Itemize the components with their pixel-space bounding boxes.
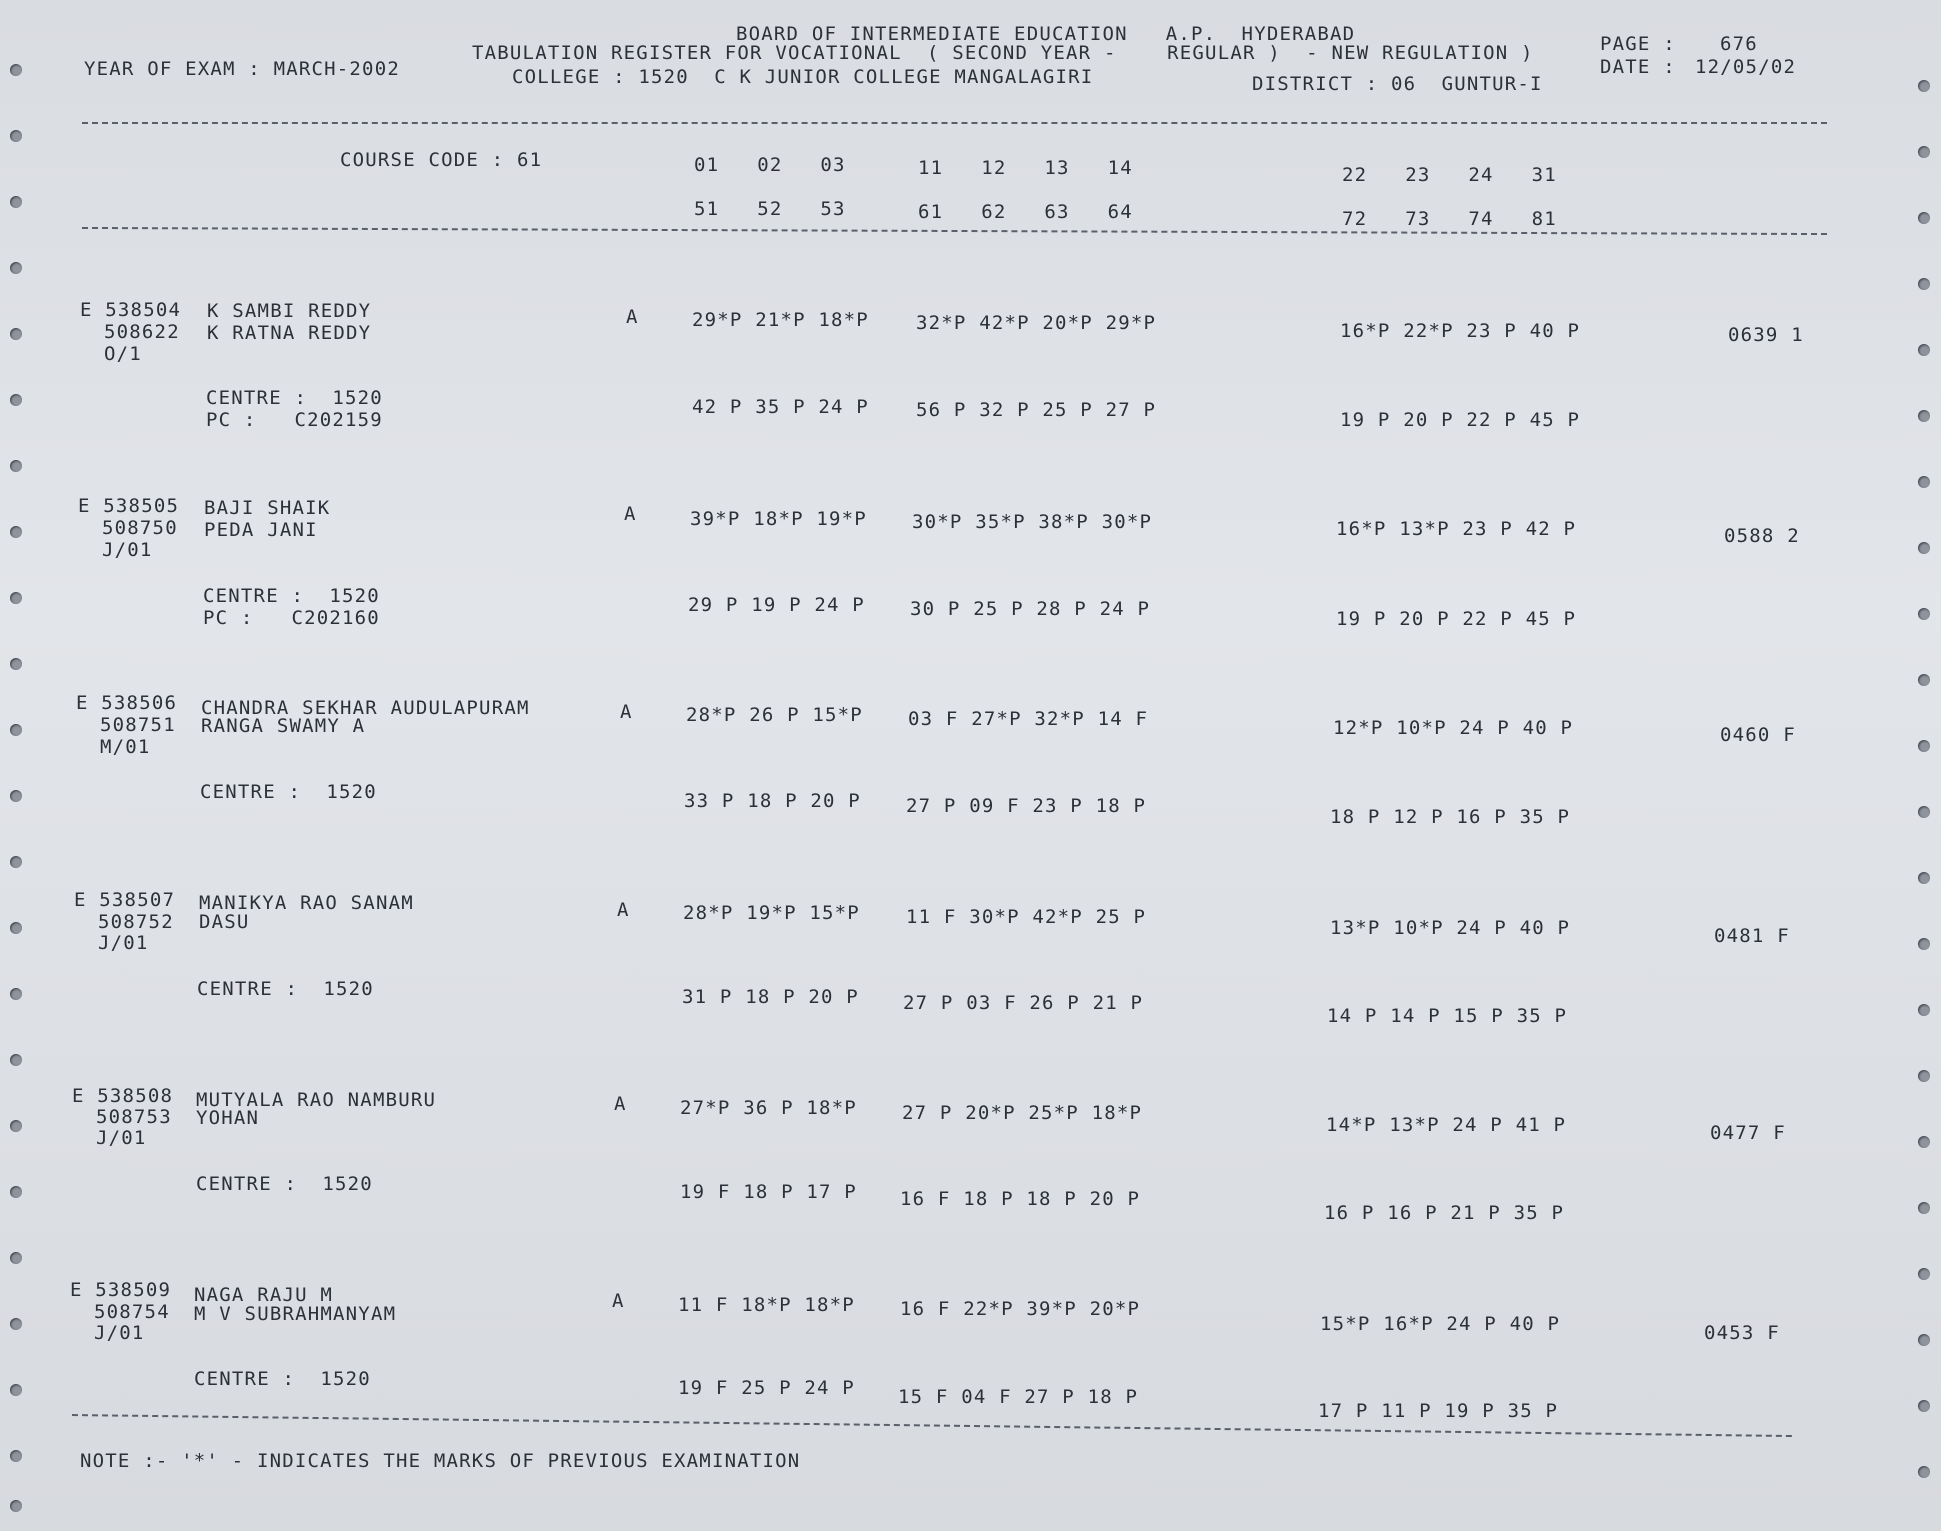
- feed-hole: [1918, 740, 1930, 752]
- parent-name: RANGA SWAMY A: [201, 715, 366, 737]
- marks-row2-group3: 14 P 14 P 15 P 35 P: [1327, 1005, 1568, 1027]
- parent-name: M V SUBRAHMANYAM: [194, 1303, 397, 1325]
- feed-hole: [10, 1450, 22, 1462]
- district-line: DISTRICT : 06 GUNTUR-I: [1252, 73, 1543, 95]
- feed-hole: [1918, 410, 1930, 422]
- grade-flag: A: [626, 306, 639, 328]
- register-number: 508752: [98, 911, 174, 933]
- category-code: J/01: [94, 1322, 145, 1344]
- feed-hole: [10, 1384, 22, 1396]
- feed-hole: [10, 1500, 22, 1512]
- marks-row2-group1: 19 F 25 P 24 P: [678, 1377, 855, 1399]
- feed-hole: [1918, 476, 1930, 488]
- marks-row2-group3: 16 P 16 P 21 P 35 P: [1324, 1202, 1565, 1224]
- date-label: DATE :: [1600, 56, 1676, 78]
- total-result: 0477 F: [1710, 1122, 1786, 1144]
- feed-hole: [10, 64, 22, 76]
- college-line: COLLEGE : 1520 C K JUNIOR COLLEGE MANGALAGIRI: [512, 66, 1094, 88]
- marks-row2-group3: 18 P 12 P 16 P 35 P: [1330, 806, 1571, 828]
- marks-row1-group3: 13*P 10*P 24 P 40 P: [1330, 917, 1571, 939]
- page-label: PAGE :: [1600, 33, 1676, 55]
- marks-row1-group3: 14*P 13*P 24 P 41 P: [1326, 1114, 1567, 1136]
- category-code: J/01: [98, 932, 149, 954]
- col-codes-row1-group3: 22 23 24 31: [1342, 164, 1557, 186]
- register-title: TABULATION REGISTER FOR VOCATIONAL ( SECOND YEAR - REGULAR ) - NEW REGULATION ): [472, 42, 1534, 64]
- category-code: O/1: [104, 343, 142, 365]
- marks-row1-group3: 12*P 10*P 24 P 40 P: [1333, 717, 1574, 739]
- pc-number: PC : C202160: [203, 607, 380, 629]
- hall-ticket-number: E 538504: [80, 299, 182, 321]
- centre-code: CENTRE : 1520: [194, 1368, 371, 1390]
- feed-hole: [10, 130, 22, 142]
- marks-row2-group1: 29 P 19 P 24 P: [688, 594, 865, 616]
- feed-hole: [10, 460, 22, 472]
- student-name: MUTYALA RAO NAMBURU: [196, 1089, 437, 1111]
- feed-hole: [1918, 1070, 1930, 1082]
- category-code: M/01: [100, 736, 151, 758]
- marks-row2-group2: 27 P 03 F 26 P 21 P: [903, 992, 1144, 1014]
- student-name: CHANDRA SEKHAR AUDULAPURAM: [201, 697, 530, 719]
- marks-row2-group3: 19 P 20 P 22 P 45 P: [1340, 409, 1581, 431]
- register-number: 508750: [102, 517, 178, 539]
- centre-code: CENTRE : 1520: [203, 585, 380, 607]
- feed-hole: [10, 1186, 22, 1198]
- pc-number: PC : C202159: [206, 409, 383, 431]
- parent-name: PEDA JANI: [204, 519, 318, 541]
- category-code: J/01: [96, 1127, 147, 1149]
- col-codes-row1-group1: 01 02 03: [694, 154, 846, 176]
- feed-hole: [1918, 80, 1930, 92]
- column-divider: [82, 227, 1827, 235]
- feed-hole: [10, 988, 22, 1000]
- total-result: 0588 2: [1724, 525, 1800, 547]
- feed-hole: [10, 790, 22, 802]
- grade-flag: A: [617, 899, 630, 921]
- feed-hole: [10, 1318, 22, 1330]
- col-codes-row2-group2: 61 62 63 64: [918, 201, 1133, 223]
- marks-row1-group2: 30*P 35*P 38*P 30*P: [912, 511, 1153, 533]
- register-number: 508753: [96, 1106, 172, 1128]
- marks-row1-group1: 11 F 18*P 18*P: [678, 1294, 855, 1316]
- col-codes-row2-group1: 51 52 53: [694, 198, 846, 220]
- parent-name: K RATNA REDDY: [207, 322, 372, 344]
- marks-row2-group3: 17 P 11 P 19 P 35 P: [1318, 1400, 1559, 1422]
- feed-hole: [10, 658, 22, 670]
- category-code: J/01: [102, 539, 153, 561]
- feed-hole: [1918, 1136, 1930, 1148]
- header-divider: [82, 122, 1827, 124]
- board-title: BOARD OF INTERMEDIATE EDUCATION A.P. HYDERABAD: [736, 23, 1356, 45]
- student-name: MANIKYA RAO SANAM: [199, 892, 414, 914]
- feed-hole: [1918, 872, 1930, 884]
- centre-code: CENTRE : 1520: [206, 387, 383, 409]
- marks-row1-group1: 27*P 36 P 18*P: [680, 1097, 857, 1119]
- centre-code: CENTRE : 1520: [196, 1173, 373, 1195]
- feed-hole: [1918, 1268, 1930, 1280]
- register-number: 508622: [104, 321, 180, 343]
- total-result: 0639 1: [1728, 324, 1804, 346]
- date-value: 12/05/02: [1695, 56, 1797, 78]
- feed-hole: [10, 724, 22, 736]
- feed-hole: [1918, 608, 1930, 620]
- grade-flag: A: [620, 701, 633, 723]
- marks-row2-group2: 15 F 04 F 27 P 18 P: [898, 1386, 1139, 1408]
- student-name: BAJI SHAIK: [204, 497, 331, 519]
- marks-row1-group2: 27 P 20*P 25*P 18*P: [902, 1102, 1143, 1124]
- feed-hole: [1918, 344, 1930, 356]
- hall-ticket-number: E 538505: [78, 495, 180, 517]
- parent-name: DASU: [199, 911, 250, 933]
- marks-row1-group2: 03 F 27*P 32*P 14 F: [908, 708, 1149, 730]
- hall-ticket-number: E 538508: [72, 1085, 174, 1107]
- feed-hole: [1918, 146, 1930, 158]
- marks-row1-group2: 11 F 30*P 42*P 25 P: [906, 906, 1147, 928]
- feed-hole: [1918, 1004, 1930, 1016]
- marks-row2-group2: 27 P 09 F 23 P 18 P: [906, 795, 1147, 817]
- feed-hole: [10, 196, 22, 208]
- hall-ticket-number: E 538506: [76, 692, 178, 714]
- feed-hole: [1918, 1466, 1930, 1478]
- centre-code: CENTRE : 1520: [197, 978, 374, 1000]
- marks-row1-group2: 32*P 42*P 20*P 29*P: [916, 312, 1157, 334]
- marks-row2-group1: 42 P 35 P 24 P: [692, 396, 869, 418]
- marks-row2-group2: 16 F 18 P 18 P 20 P: [900, 1188, 1141, 1210]
- feed-hole: [10, 328, 22, 340]
- marks-row2-group1: 19 F 18 P 17 P: [680, 1181, 857, 1203]
- marks-row1-group2: 16 F 22*P 39*P 20*P: [900, 1298, 1141, 1320]
- feed-hole: [10, 526, 22, 538]
- feed-hole: [1918, 1400, 1930, 1412]
- marks-row1-group3: 16*P 13*P 23 P 42 P: [1336, 518, 1577, 540]
- marks-row1-group1: 39*P 18*P 19*P: [690, 508, 867, 530]
- marks-row2-group2: 56 P 32 P 25 P 27 P: [916, 399, 1157, 421]
- marks-row1-group3: 16*P 22*P 23 P 40 P: [1340, 320, 1581, 342]
- feed-hole: [10, 592, 22, 604]
- feed-hole: [10, 262, 22, 274]
- year-of-exam: YEAR OF EXAM : MARCH-2002: [84, 58, 400, 80]
- feed-hole: [10, 922, 22, 934]
- marks-row2-group2: 30 P 25 P 28 P 24 P: [910, 598, 1151, 620]
- course-code: COURSE CODE : 61: [340, 149, 543, 171]
- total-result: 0460 F: [1720, 724, 1796, 746]
- note-text: NOTE :- '*' - INDICATES THE MARKS OF PREVIOUS EXAMINATION: [80, 1450, 801, 1472]
- total-result: 0481 F: [1714, 925, 1790, 947]
- feed-hole: [1918, 278, 1930, 290]
- register-number: 508754: [94, 1301, 170, 1323]
- feed-hole: [1918, 542, 1930, 554]
- grade-flag: A: [614, 1093, 627, 1115]
- hall-ticket-number: E 538509: [70, 1279, 172, 1301]
- feed-hole: [1918, 938, 1930, 950]
- parent-name: YOHAN: [196, 1107, 260, 1129]
- feed-hole: [1918, 1202, 1930, 1214]
- register-number: 508751: [100, 714, 176, 736]
- feed-hole: [10, 1054, 22, 1066]
- student-name: NAGA RAJU M: [194, 1284, 334, 1306]
- feed-hole: [10, 1120, 22, 1132]
- marks-row1-group1: 28*P 19*P 15*P: [683, 902, 860, 924]
- hall-ticket-number: E 538507: [74, 889, 176, 911]
- feed-hole: [1918, 212, 1930, 224]
- student-name: K SAMBI REDDY: [207, 300, 372, 322]
- feed-hole: [10, 856, 22, 868]
- marks-row1-group3: 15*P 16*P 24 P 40 P: [1320, 1313, 1561, 1335]
- col-codes-row1-group2: 11 12 13 14: [918, 157, 1133, 179]
- feed-hole: [1918, 674, 1930, 686]
- marks-row2-group1: 31 P 18 P 20 P: [682, 986, 859, 1008]
- col-codes-row2-group3: 72 73 74 81: [1342, 208, 1557, 230]
- total-result: 0453 F: [1704, 1322, 1780, 1344]
- page-number: 676: [1720, 33, 1758, 55]
- marks-row1-group1: 28*P 26 P 15*P: [686, 704, 863, 726]
- marks-row1-group1: 29*P 21*P 18*P: [692, 309, 869, 331]
- grade-flag: A: [624, 503, 637, 525]
- grade-flag: A: [612, 1290, 625, 1312]
- feed-hole: [10, 1252, 22, 1264]
- feed-hole: [10, 394, 22, 406]
- feed-hole: [1918, 806, 1930, 818]
- feed-hole: [1918, 1334, 1930, 1346]
- centre-code: CENTRE : 1520: [200, 781, 377, 803]
- marks-row2-group3: 19 P 20 P 22 P 45 P: [1336, 608, 1577, 630]
- marks-row2-group1: 33 P 18 P 20 P: [684, 790, 861, 812]
